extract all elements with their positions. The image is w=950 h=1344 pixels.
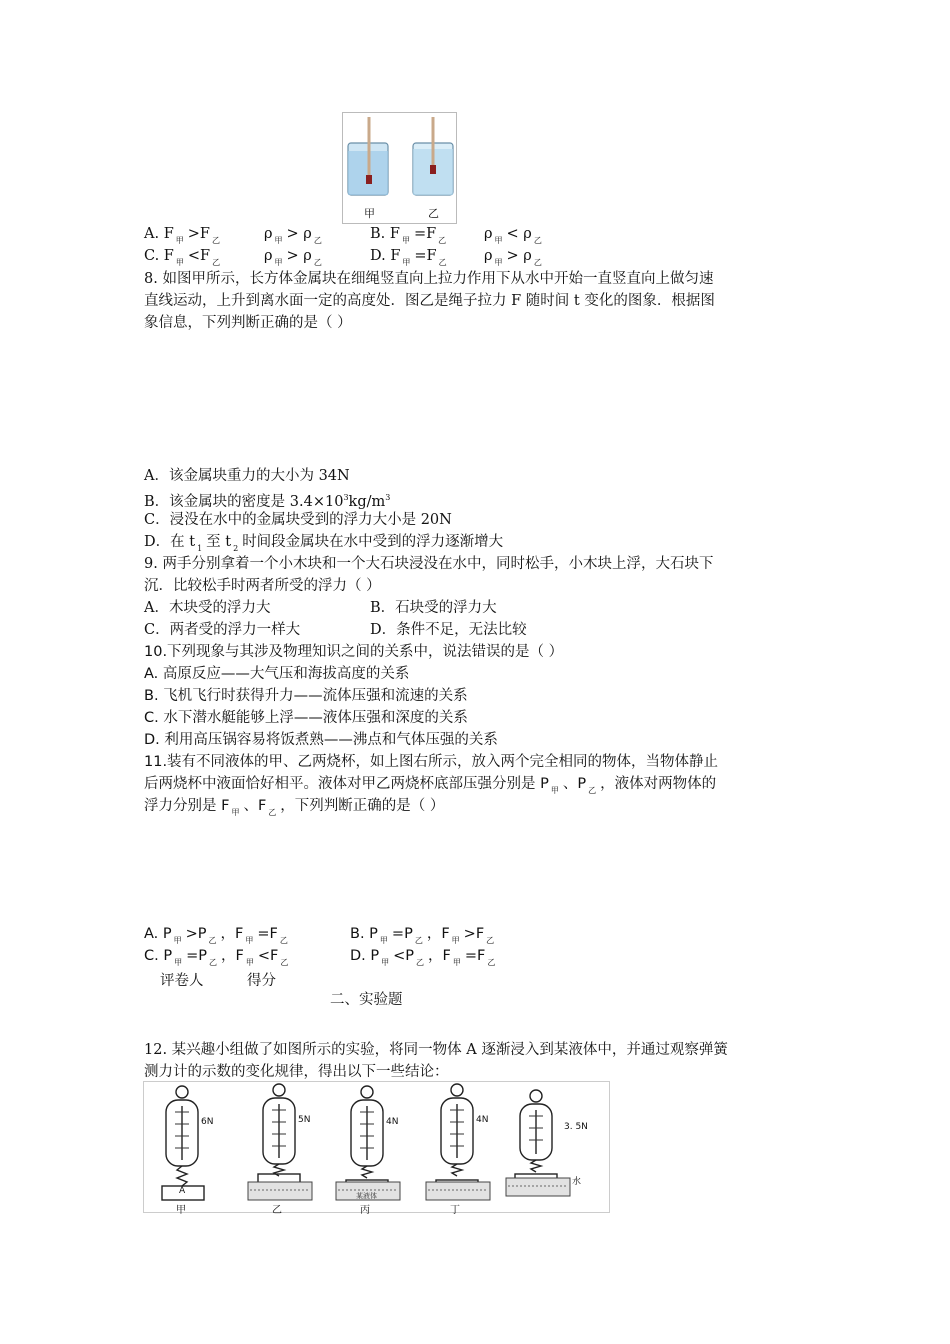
q11-option-d: D. P $_甲$ <P $_乙$ ，F $_甲$ =F $_乙$	[350, 948, 496, 967]
q11-option-b: B. P $_甲$ =P $_乙$ ，F $_甲$ >F $_乙$	[350, 926, 495, 945]
grader-label: 评卷人	[160, 973, 204, 989]
q8-option-a: A．该金属块重力的大小为 34N	[144, 468, 350, 484]
scale-label-yi: 乙	[272, 1205, 282, 1216]
q8-option-b: B．该金属块的密度是 $3.4\times 10^3kg/m^3$	[144, 493, 391, 510]
q10-option-d: D. 利用高压锅容易将饭煮熟——沸点和气体压强的关系	[144, 732, 498, 748]
beaker-label-jia: 甲	[364, 207, 375, 220]
reading-3: 4N	[386, 1117, 399, 1127]
q7-option-a: A. F $_甲$ >F $_乙$ ρ $_甲$ > ρ $_乙$	[144, 226, 322, 245]
q12-stem-1: 12. 某兴趣小组做了如图所示的实验，将同一物体 A 逐渐浸入到某液体中，并通过观察弹簧	[144, 1042, 728, 1058]
q8-stem-3: 象信息，下列判断正确的是（ ）	[144, 315, 352, 331]
liquid-label: 某液体	[356, 1192, 377, 1200]
q10-stem: 10.下列现象与其涉及物理知识之间的关系中，说法错误的是（ ）	[144, 644, 564, 660]
q10-option-b: B. 飞机飞行时获得升力——流体压强和流速的关系	[144, 688, 468, 704]
q8-stem-2: 直线运动，上升到离水面一定的高度处．图乙是绳子拉力 F 随时间 t 变化的图象．根据图	[144, 293, 715, 309]
q9-stem-1: 9. 两手分别拿着一个小木块和一个大石块浸没在水中，同时松手，小木块上浮，大石块下	[144, 556, 714, 572]
q11-stem-3: 浮力分别是 F $_甲$ 、F $_乙$ ，下列判断正确的是（ ）	[144, 798, 445, 817]
q9-option-a: A．木块受的浮力大	[144, 600, 271, 616]
beaker-label-yi: 乙	[428, 207, 439, 220]
beakers-figure	[342, 112, 457, 224]
q11-option-a: A. P $_甲$ >P $_乙$ ，F $_甲$ =F $_乙$	[144, 926, 288, 945]
reading-4: 4N	[476, 1115, 489, 1125]
scale-label-ding: 丁	[450, 1205, 460, 1216]
reading-1: 6N	[201, 1117, 214, 1127]
q11-stem-1: 11.装有不同液体的甲、乙两烧杯，如上图右所示，放入两个完全相同的物体，当物体静止	[144, 754, 719, 770]
reading-2: 5N	[298, 1115, 311, 1125]
q10-option-a: A. 高原反应——大气压和海拔高度的关系	[144, 666, 410, 682]
q8-option-c: C．浸没在水中的金属块受到的浮力大小是 20N	[144, 512, 452, 528]
block-label: A	[179, 1186, 186, 1196]
q7-option-d: D. F $_甲$ =F $_乙$ ρ $_甲$ > ρ $_乙$	[370, 248, 542, 267]
q7-option-b: B. F $_甲$ =F $_乙$ ρ $_甲$ < ρ $_乙$	[370, 226, 542, 245]
q11-stem-2: 后两烧杯中液面恰好相平。液体对甲乙两烧杯底部压强分别是 P $_甲$ 、P $_乙$ ，液体对两物体的	[144, 776, 717, 795]
scale-label-bing: 丙	[360, 1205, 370, 1216]
section-title: 二、实验题	[330, 992, 403, 1008]
q8-option-d: D．在 t $_1$ 至 t $_2$ 时间段金属块在水中受到的浮力逐渐增大	[144, 534, 504, 553]
q9-option-d: D．条件不足，无法比较	[370, 622, 527, 638]
q9-option-b: B．石块受的浮力大	[370, 600, 497, 616]
water-label: 水	[572, 1177, 582, 1187]
q7-option-c: C. F $_甲$ <F $_乙$ ρ $_甲$ > ρ $_乙$	[144, 248, 322, 267]
q12-stem-2: 测力计的示数的变化规律，得出以下一些结论：	[144, 1064, 449, 1080]
q9-option-c: C．两者受的浮力一样大	[144, 622, 301, 638]
q9-stem-2: 沉．比较松手时两者所受的浮力（ ）	[144, 578, 381, 594]
q10-option-c: C. 水下潜水艇能够上浮——液体压强和深度的关系	[144, 710, 468, 726]
beakers-illustration	[343, 113, 456, 223]
scale-label-jia: 甲	[176, 1205, 186, 1216]
score-label: 得分	[247, 973, 276, 989]
q11-option-c: C. P $_甲$ =P $_乙$ ，F $_甲$ <F $_乙$	[144, 948, 289, 967]
reading-5: 3. 5N	[564, 1122, 588, 1132]
q8-stem-1: 8. 如图甲所示，长方体金属块在细绳竖直向上拉力作用下从水中开始一直竖直向上做匀速	[144, 271, 714, 287]
spring-scale-figure	[143, 1081, 610, 1216]
